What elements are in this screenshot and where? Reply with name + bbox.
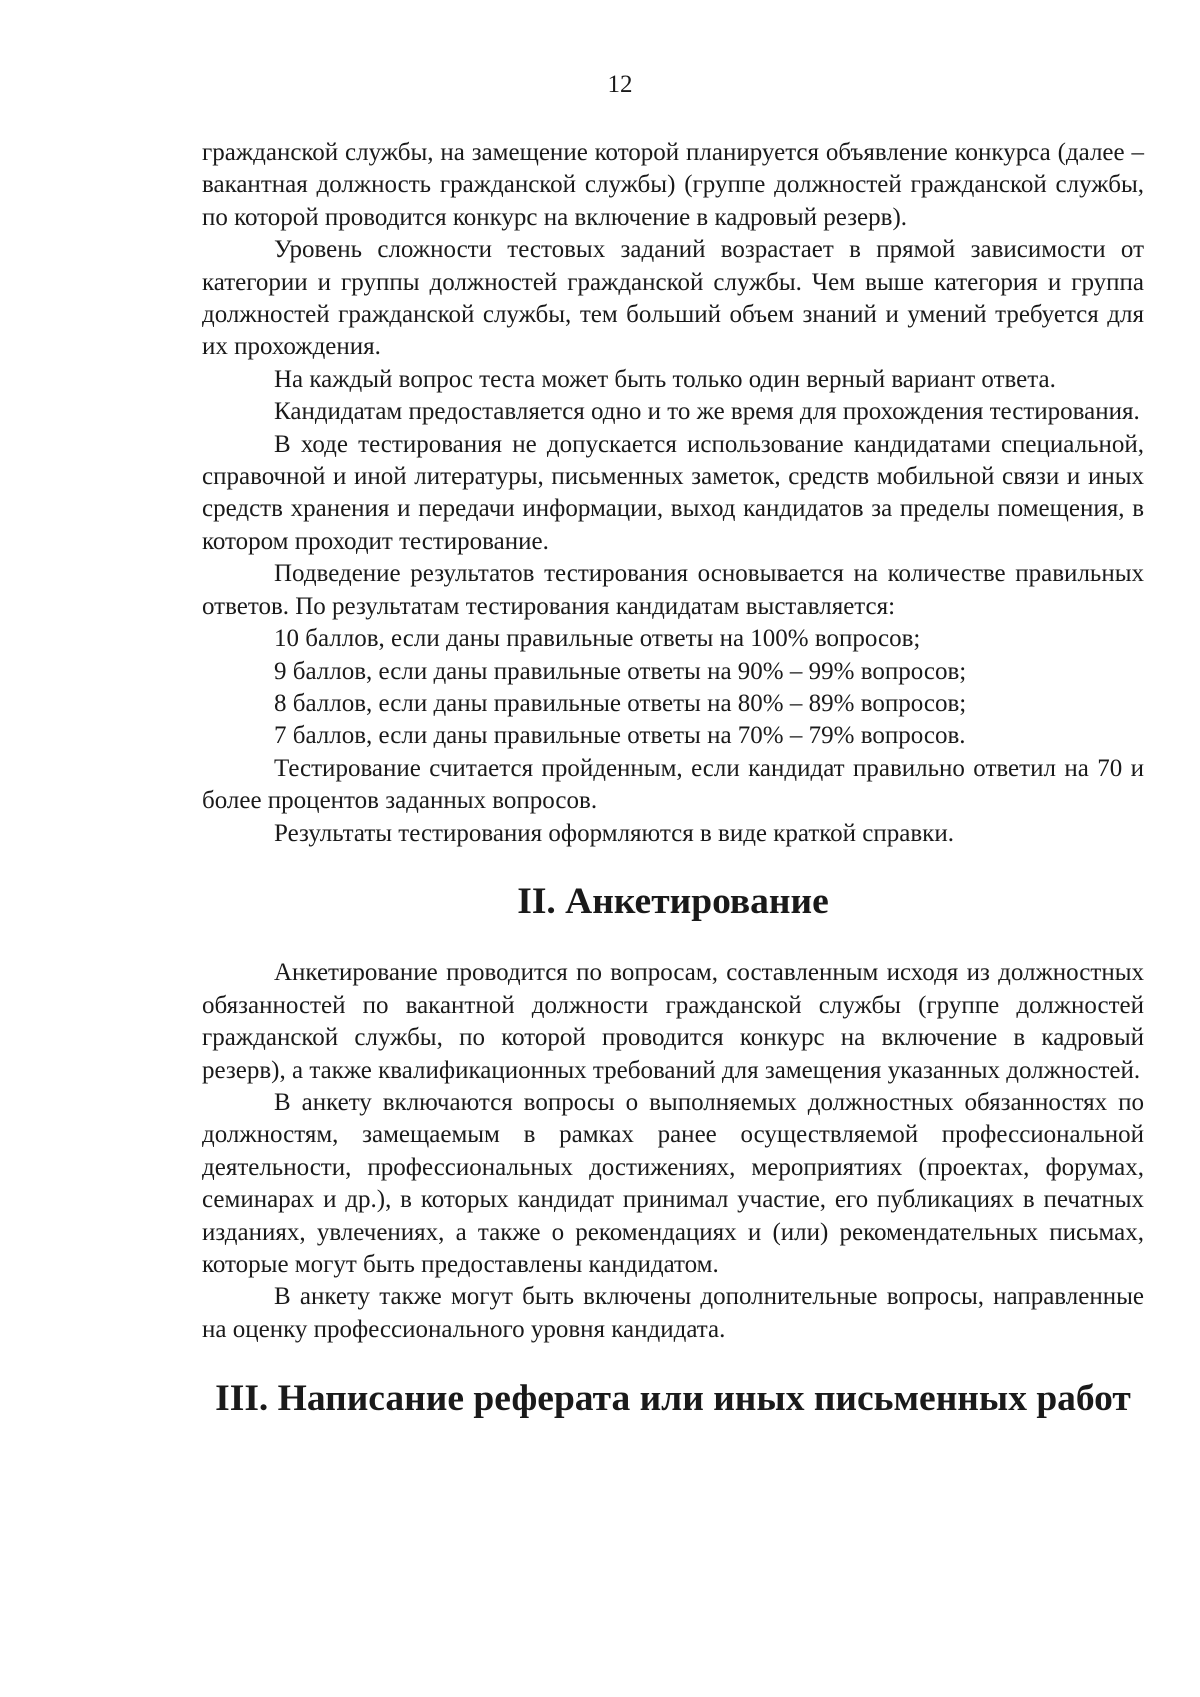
paragraph: Подведение результатов тестирования основывается на количестве правильных ответов. По результатам тестирования кандидатам выставляется: bbox=[202, 560, 1144, 620]
document-body bbox=[202, 137, 1144, 1420]
score-item: 10 баллов, если даны правильные ответы на 100% вопросов; bbox=[274, 625, 921, 653]
paragraph: Анкетирование проводится по вопросам, составленным исходя из должностных обязанностей по вакантной должности гражданской службы (группе должностей гражданской службы, по которой проводится конкурс на включение в кадровый резерв), а также квалификационных требований для замещения указанных должностей. bbox=[202, 959, 1144, 1084]
paragraph: Тестирование считается пройденным, если кандидат правильно ответил на 70 и более процентов заданных вопросов. bbox=[202, 754, 1144, 815]
paragraph: гражданской службы, на замещение которой планируется объявление конкурса (далее – вакантная должность гражданской службы) (группе должностей гражданской службы, по которой проводится конкурс на включение в кадровый резерв). bbox=[202, 139, 1144, 231]
score-item: 9 баллов, если даны правильные ответы на 90% – 99% вопросов; bbox=[274, 657, 967, 685]
page-number: 12 bbox=[607, 71, 633, 98]
paragraph: На каждый вопрос теста может быть только один верный вариант ответа. bbox=[274, 365, 1056, 393]
score-item: 8 баллов, если даны правильные ответы на 80% – 89% вопросов; bbox=[274, 689, 967, 717]
paragraph: В анкету также могут быть включены дополнительные вопросы, направленные на оценку профессионального уровня кандидата. bbox=[202, 1283, 1144, 1343]
section-heading-essay: III. Написание реферата или иных письменных работ bbox=[215, 1378, 1131, 1420]
paragraph: Уровень сложности тестовых заданий возрастает в прямой зависимости от категории и группы должностей гражданской службы. Чем выше категория и группа должностей гражданской службы, тем больший объем знаний и умений требуется для их прохождения. bbox=[202, 236, 1144, 361]
score-item: 7 баллов, если даны правильные ответы на 70% – 79% вопросов. bbox=[274, 722, 966, 750]
section-heading-questionnaire: II. Анкетирование bbox=[517, 880, 829, 922]
paragraph: Результаты тестирования оформляются в виде краткой справки. bbox=[274, 819, 954, 847]
paragraph: В анкету включаются вопросы о выполняемых должностных обязанностях по должностям, замещаемым в рамках ранее осуществляемой профессиональной деятельности, профессиональных достижениях, мероприятиях (проектах, форумах, семинарах и др.), в которых кандидат принимал участие, его публикациях в печатных изданиях, увлечениях, а также о рекомендациях и (или) рекомендательных письмах, которые могут быть предоставлены кандидатом. bbox=[202, 1088, 1144, 1278]
paragraph: В ходе тестирования не допускается использование кандидатами специальной, справочной и иной литературы, письменных заметок, средств мобильной связи и иных средств хранения и передачи информации, выход кандидатов за пределы помещения, в котором проходит тестирование. bbox=[202, 430, 1144, 555]
paragraph: Кандидатам предоставляется одно и то же время для прохождения тестирования. bbox=[274, 398, 1140, 426]
